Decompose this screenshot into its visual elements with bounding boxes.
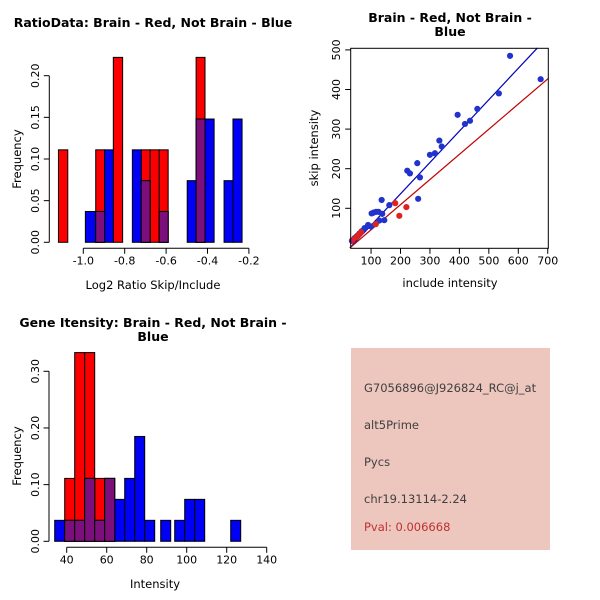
hist-bar-blue bbox=[115, 499, 125, 541]
hist-bar-blue bbox=[135, 436, 145, 541]
hist-bar-red bbox=[113, 57, 122, 242]
hist-bar-overlap bbox=[159, 211, 168, 242]
x-tick-label: 300 bbox=[419, 254, 441, 268]
scatter-point-blue bbox=[507, 53, 513, 59]
y-tick-label: 0.15 bbox=[29, 105, 42, 130]
hist-bar-blue bbox=[233, 119, 242, 242]
hist-bar-blue bbox=[125, 478, 135, 541]
scatter-point-red bbox=[373, 221, 379, 227]
gene-hist-title: Gene Itensity: Brain - Red, Not Brain - Blue bbox=[19, 315, 287, 344]
scatter-point-blue bbox=[379, 197, 385, 203]
hist-bar-overlap bbox=[85, 478, 95, 541]
scatter-point-blue bbox=[538, 76, 544, 82]
y-tick-label: 0.10 bbox=[29, 472, 42, 497]
scatter-point-blue bbox=[455, 112, 461, 118]
y-tick-label: 0.20 bbox=[29, 415, 42, 441]
panel-intensity-scatter bbox=[300, 0, 600, 300]
x-tick-label: 600 bbox=[507, 254, 529, 268]
gene-hist-yaxis-title: Frequency bbox=[10, 426, 24, 486]
splice-type-text: alt5Prime bbox=[364, 418, 420, 432]
hist-bar-overlap bbox=[96, 211, 105, 242]
hist-bar-blue bbox=[132, 150, 141, 242]
gene-info-box bbox=[351, 348, 550, 550]
scatter-point-blue bbox=[439, 143, 445, 149]
y-tick-label: 0.10 bbox=[29, 146, 42, 172]
y-tick-label: 0.30 bbox=[29, 359, 42, 384]
hist-bar-overlap bbox=[141, 181, 150, 243]
x-tick-label: 500 bbox=[478, 254, 500, 268]
panel-gene-intensity-histogram bbox=[0, 300, 300, 600]
probe-id-text: G7056896@J926824_RC@j_at bbox=[364, 381, 537, 395]
hist-bar-overlap bbox=[65, 520, 75, 541]
scatter-point-blue bbox=[432, 150, 438, 156]
scatter-point-blue bbox=[386, 202, 392, 208]
hist-bar-red bbox=[75, 353, 85, 542]
scatter-point-blue bbox=[474, 106, 480, 112]
ratio-hist-title: RatioData: Brain - Red, Not Brain - Blue bbox=[13, 15, 293, 30]
hist-bar-blue bbox=[195, 499, 205, 541]
hist-bar-blue bbox=[224, 181, 233, 243]
x-tick-label: 200 bbox=[389, 254, 411, 268]
scatter-xaxis-title: include intensity bbox=[402, 276, 498, 290]
scatter-point-red bbox=[392, 200, 398, 206]
scatter-point-blue bbox=[417, 174, 423, 180]
x-tick-label: -0.4 bbox=[196, 254, 219, 268]
scatter-point-blue bbox=[414, 160, 420, 166]
y-tick-label: 0.20 bbox=[29, 63, 42, 88]
hist-bar-blue bbox=[161, 520, 171, 541]
x-tick-label: 80 bbox=[139, 553, 154, 567]
y-tick-label: 300 bbox=[330, 118, 343, 140]
scatter-point-blue bbox=[436, 137, 442, 143]
scatter-point-blue bbox=[467, 118, 473, 124]
x-tick-label: 140 bbox=[256, 553, 278, 567]
hist-bar-blue bbox=[145, 520, 155, 541]
pval-text: Pval: 0.006668 bbox=[364, 520, 451, 534]
y-tick-label: 0.00 bbox=[29, 230, 42, 255]
hist-bar-blue bbox=[231, 520, 241, 541]
hist-bar-blue bbox=[205, 119, 214, 242]
locus-text: chr19.13114-2.24 bbox=[364, 492, 467, 506]
ratio-hist-yaxis-title: Frequency bbox=[10, 129, 24, 189]
y-tick-label: 0.05 bbox=[29, 188, 42, 213]
x-tick-label: -0.8 bbox=[113, 254, 136, 268]
hist-bar-blue bbox=[55, 520, 65, 541]
x-tick-label: -0.2 bbox=[238, 254, 260, 268]
hist-bar-overlap bbox=[95, 520, 105, 541]
hist-bar-blue bbox=[85, 211, 95, 242]
hist-bar-overlap bbox=[105, 478, 115, 541]
scatter-point-blue bbox=[407, 170, 413, 176]
hist-bar-blue bbox=[105, 150, 114, 242]
gene-hist-xaxis-title: Intensity bbox=[129, 577, 181, 591]
gene-intensity-histogram-chart bbox=[0, 300, 300, 600]
panel-ratio-histogram bbox=[0, 0, 300, 300]
x-tick-label: 400 bbox=[448, 254, 470, 268]
scatter-point-red bbox=[403, 204, 409, 210]
gene-symbol-text: Pycs bbox=[364, 455, 391, 469]
y-tick-label: 0.00 bbox=[29, 529, 42, 554]
y-tick-label: 400 bbox=[330, 79, 343, 100]
ratio-hist-xaxis-title: Log2 Ratio Skip/Include bbox=[85, 278, 221, 292]
x-tick-label: -1.0 bbox=[72, 254, 95, 268]
scatter-yaxis-title: skip intensity bbox=[307, 109, 321, 187]
scatter-point-blue bbox=[379, 211, 385, 217]
hist-bar-overlap bbox=[75, 520, 85, 541]
scatter-point-red bbox=[396, 213, 402, 219]
x-tick-label: 100 bbox=[176, 553, 198, 567]
hist-bar-blue bbox=[185, 499, 195, 541]
y-tick-label: 200 bbox=[330, 158, 343, 180]
scatter-point-blue bbox=[381, 217, 387, 223]
ratio-histogram-chart bbox=[0, 0, 300, 300]
x-tick-label: 700 bbox=[537, 254, 559, 268]
y-tick-label: 100 bbox=[330, 197, 343, 219]
scatter-point-blue bbox=[496, 90, 502, 96]
panel-gene-info bbox=[300, 300, 600, 600]
scatter-point-blue bbox=[415, 196, 421, 202]
hist-bar-red bbox=[58, 150, 67, 242]
x-tick-label: -0.6 bbox=[155, 254, 177, 268]
hist-bar-red bbox=[150, 150, 159, 242]
hist-bar-blue bbox=[175, 520, 185, 541]
scatter-point-red bbox=[358, 229, 364, 235]
intensity-scatter-chart bbox=[300, 0, 600, 300]
x-tick-label: 120 bbox=[216, 553, 238, 567]
scatter-title: Brain - Red, Not Brain - Blue bbox=[368, 10, 532, 39]
y-tick-label: 500 bbox=[330, 39, 343, 61]
x-tick-label: 60 bbox=[99, 553, 114, 567]
hist-bar-overlap bbox=[196, 119, 205, 242]
x-tick-label: 40 bbox=[59, 553, 74, 567]
hist-bar-blue bbox=[187, 181, 196, 243]
x-tick-label: 100 bbox=[360, 254, 382, 268]
